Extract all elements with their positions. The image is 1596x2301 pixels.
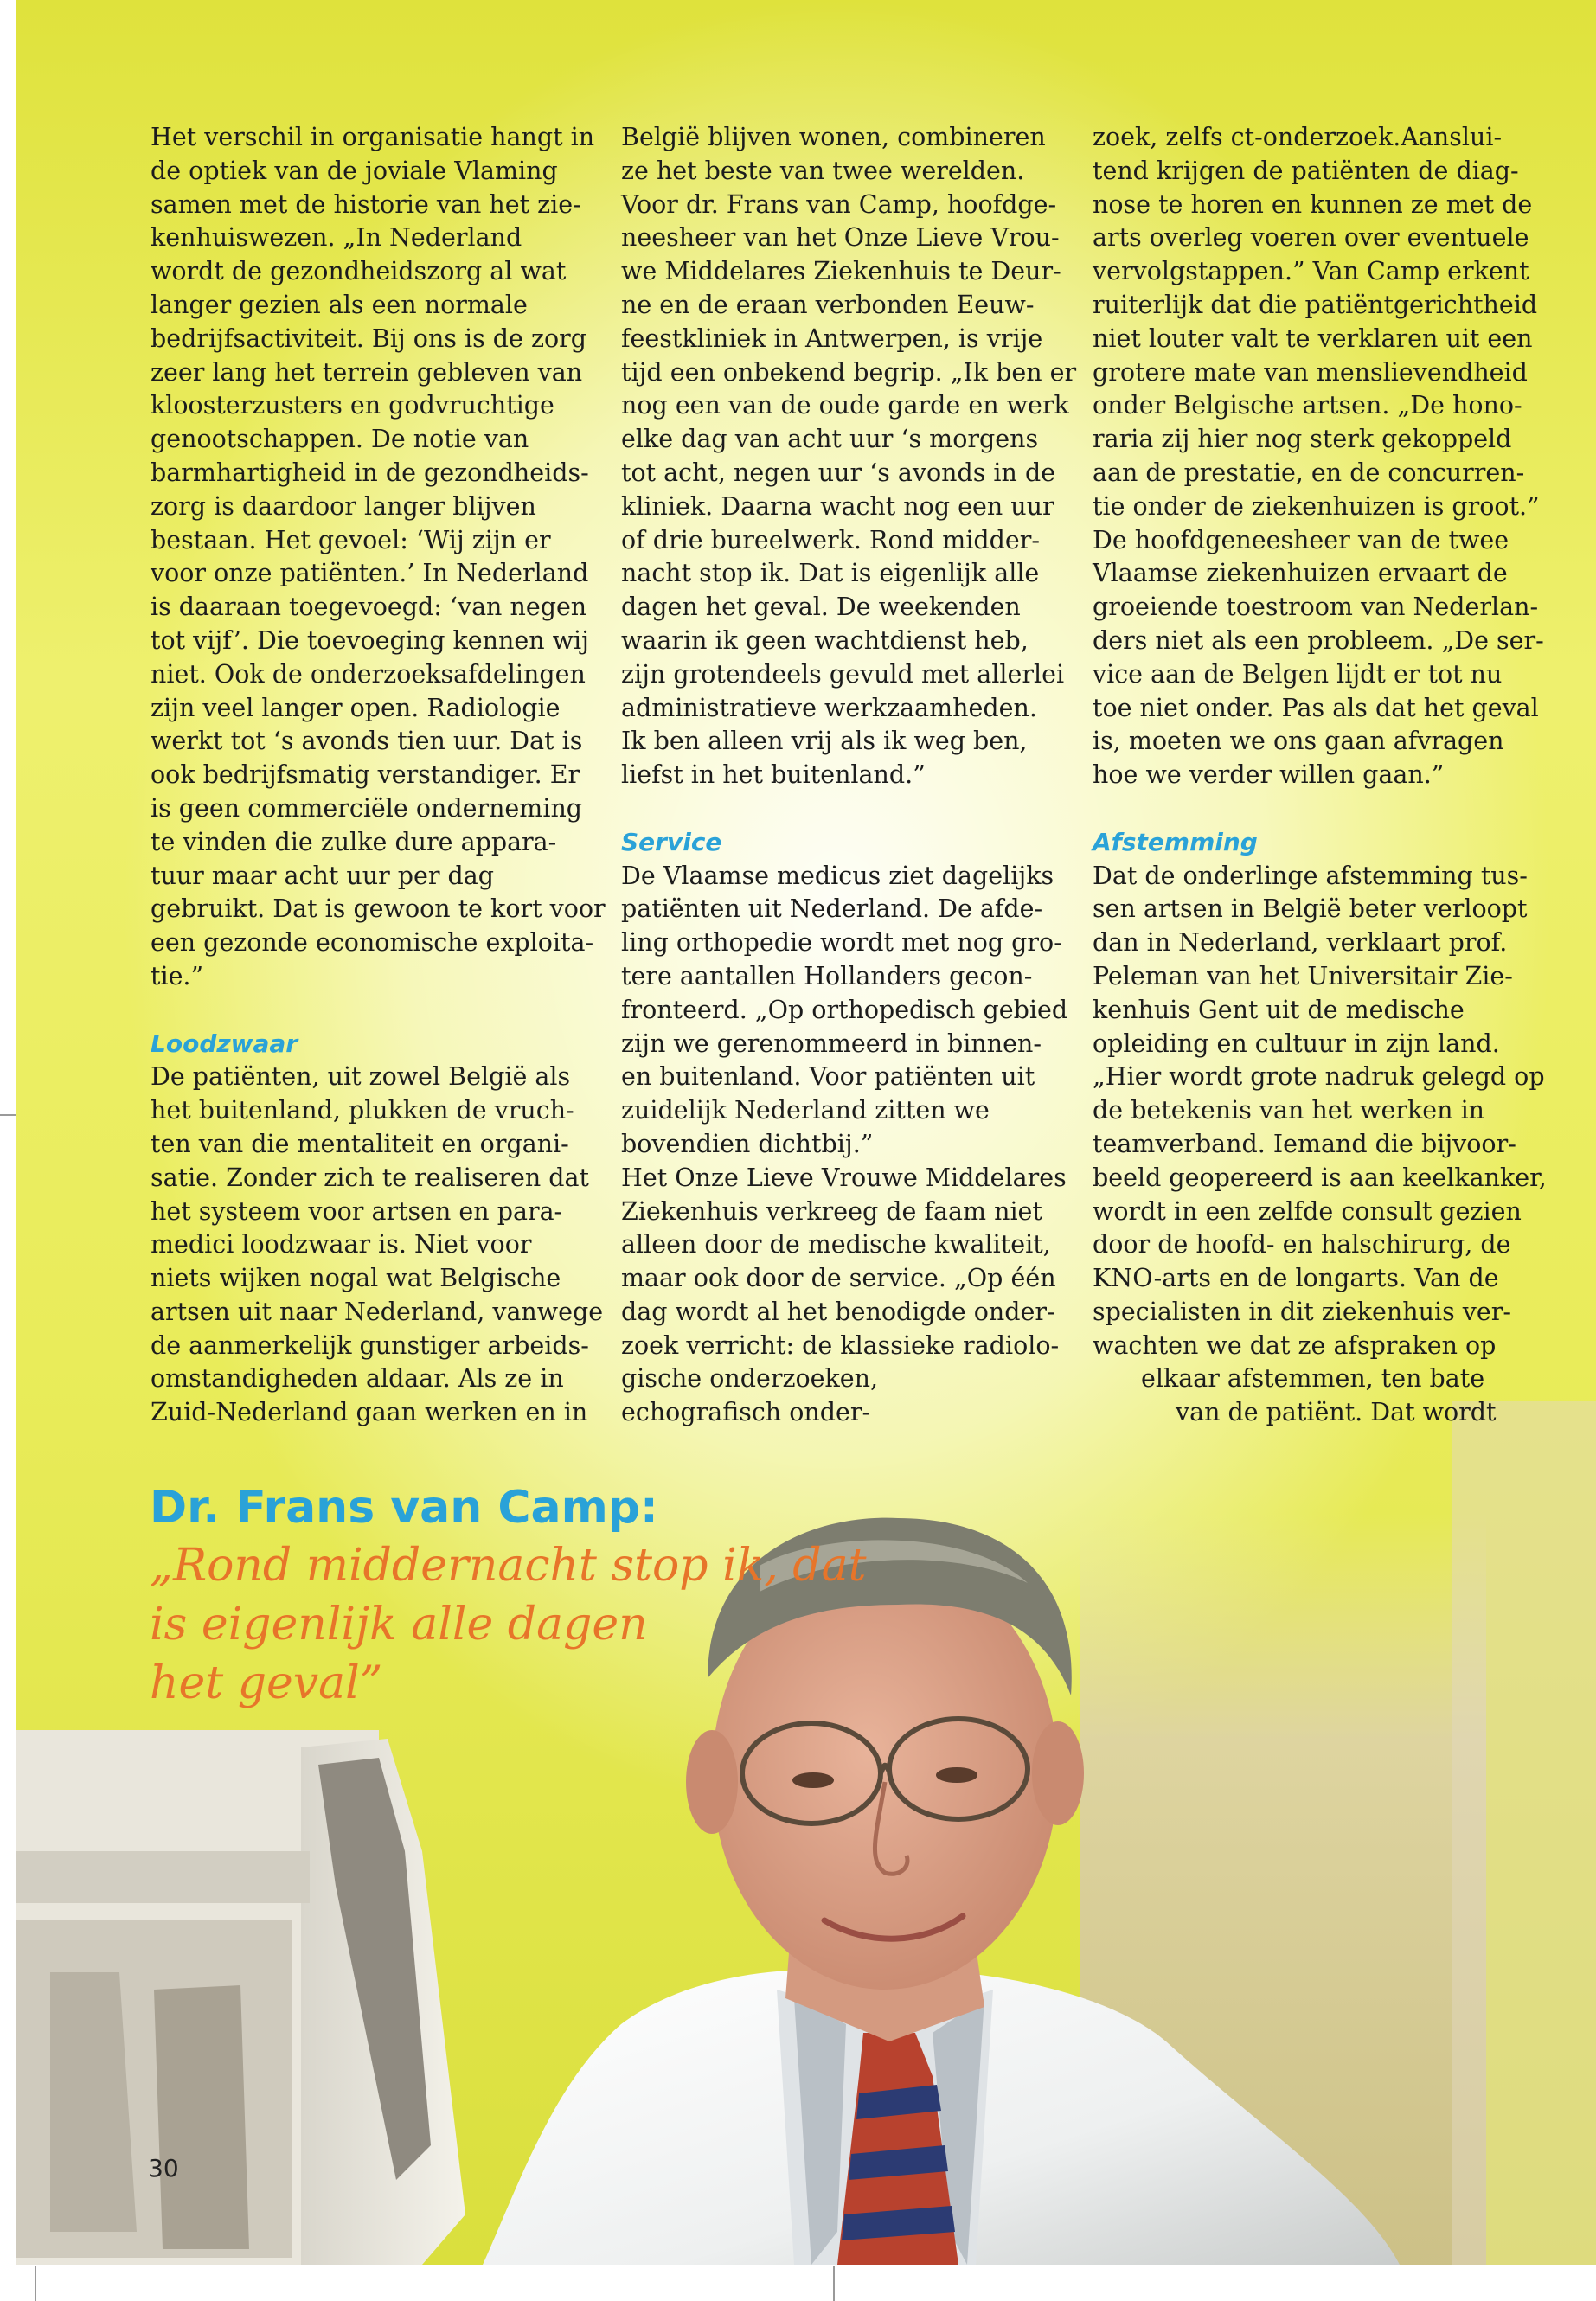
text-line: arts overleg voeren over eventuele <box>1093 223 1529 253</box>
text-line: specialisten in dit ziekenhuis ver- <box>1093 1297 1512 1326</box>
text-line: beeld geopereerd is aan keelkanker, <box>1093 1163 1547 1192</box>
text-line: zuidelijk Nederland zitten we <box>621 1096 990 1125</box>
text-line: waarin ik geen wachtdienst heb, <box>621 625 1029 655</box>
crop-mark-left <box>0 1114 16 1116</box>
text-line: ten van die mentaliteit en organi- <box>151 1129 569 1158</box>
text-line: ze het beste van twee werelden. <box>621 156 1025 185</box>
text-line: het buitenland, plukken de vruch- <box>151 1096 574 1125</box>
text-line: niets wijken nogal wat Belgische <box>151 1264 561 1293</box>
text-line: opleiding en cultuur in zijn land. <box>1093 1029 1500 1058</box>
text-line: Dat de onderlinge afstemming tus- <box>1093 861 1528 890</box>
text-line: is, moeten we ons gaan afvragen <box>1093 727 1504 756</box>
text-line: werkt tot ‘s avonds tien uur. Dat is <box>151 727 583 756</box>
text-line: te vinden die zulke dure appara- <box>151 827 557 856</box>
text-line: zeer lang het terrein gebleven van <box>151 357 583 387</box>
text-line: zijn veel langer open. Radiologie <box>151 693 561 722</box>
text-line: samen met de historie van het zie- <box>151 189 581 219</box>
text-line: bestaan. Het gevoel: ‘Wij zijn er <box>151 525 551 554</box>
text-line: is daaraan toegevoegd: ‘van negen <box>151 593 587 622</box>
text-line: echografisch onder- <box>621 1398 871 1427</box>
text-line: teamverband. Iemand die bijvoor- <box>1093 1129 1516 1158</box>
text-line: artsen uit naar Nederland, vanwege <box>151 1297 604 1326</box>
text-line: KNO-arts en de longarts. Van de <box>1093 1264 1499 1293</box>
text-line: De patiënten, uit zowel België als <box>151 1062 571 1092</box>
text-column-2 <box>621 121 1080 1430</box>
text-line: zoek verricht: de klassieke radiolo- <box>621 1330 1060 1360</box>
text-line: België blijven wonen, combineren <box>621 123 1046 151</box>
text-line: niet. Ook de onderzoeksafdelingen <box>151 659 586 689</box>
text-line: sen artsen in België beter verloopt <box>1093 894 1528 924</box>
text-line: kenhuis Gent uit de medische <box>1093 995 1465 1024</box>
text-line: wordt de gezondheidszorg al wat <box>151 257 567 286</box>
text-line: kenhuiswezen. „In Nederland <box>151 223 522 253</box>
text-line: tend krijgen de patiënten de diag- <box>1093 156 1519 185</box>
text-line: vice aan de Belgen lijdt er tot nu <box>1093 659 1503 689</box>
text-line: satie. Zonder zich te realiseren dat <box>151 1163 589 1192</box>
text-line: onder Belgische artsen. „De hono- <box>1093 391 1522 420</box>
text-line: de aanmerkelijk gunstiger arbeids- <box>151 1330 589 1360</box>
text-line: „Rond middernacht stop ik, dat <box>150 1540 867 1592</box>
text-line: we Middelares Ziekenhuis te Deur- <box>621 257 1061 286</box>
text-line: De hoofdgeneesheer van de twee <box>1093 525 1509 554</box>
text-line: tere aantallen Hollanders gecon- <box>621 961 1033 990</box>
text-line: het systeem voor artsen en para- <box>151 1196 563 1226</box>
text-line: Het Onze Lieve Vrouwe Middelares <box>621 1163 1067 1192</box>
crop-mark-bottom-left <box>35 2266 36 2301</box>
text-column-3 <box>1093 121 1551 1430</box>
text-line: de optiek van de joviale Vlaming <box>151 156 558 185</box>
text-line: een gezonde economische exploita- <box>151 928 594 958</box>
text-line: kliniek. Daarna wacht nog een uur <box>621 491 1054 521</box>
text-line: gebruikt. Dat is gewoon te kort voor <box>151 894 606 924</box>
text-line: groeiende toestroom van Nederlan- <box>1093 593 1539 622</box>
page-number: 30 <box>148 2154 179 2182</box>
text-line: tie.” <box>151 961 204 990</box>
text-line: bedrijfsactiviteit. Bij ons is de zorg <box>151 324 587 353</box>
text-line: aan de prestatie, en de concurren- <box>1093 458 1525 487</box>
text-line: niet louter valt te verklaren uit een <box>1093 324 1533 353</box>
text-line: liefst in het buitenland.” <box>621 760 926 790</box>
text-line: toe niet onder. Pas als dat het geval <box>1093 693 1539 722</box>
text-line: omstandigheden aldaar. Als ze in <box>151 1364 564 1394</box>
text-line: tuur maar acht uur per dag <box>151 861 495 890</box>
text-line: dag wordt al het benodigde onder- <box>621 1297 1055 1326</box>
text-line: patiënten uit Nederland. De afde- <box>621 894 1043 924</box>
text-line: De Vlaamse medicus ziet dagelijks <box>621 861 1054 890</box>
text-line: alleen door de medische kwaliteit, <box>621 1230 1051 1259</box>
text-line: Het verschil in organisatie hangt in <box>151 123 595 151</box>
text-line: raria zij hier nog sterk gekoppeld <box>1093 425 1512 454</box>
subheading-service: Service <box>621 827 722 856</box>
text-line: tot acht, negen uur ‘s avonds in de <box>621 458 1056 487</box>
text-line: gische onderzoeken, <box>621 1364 879 1394</box>
text-line: barmhartigheid in de gezondheids- <box>151 458 589 487</box>
text-line: grotere mate van menslievendheid <box>1093 357 1528 387</box>
pull-quote-name: Dr. Frans van Camp: <box>150 1482 658 1534</box>
text-line: Ik ben alleen vrij als ik weg ben, <box>621 727 1028 756</box>
text-line: „Hier wordt grote nadruk gelegd op <box>1093 1062 1545 1092</box>
text-line: maar ook door de service. „Op één <box>621 1264 1056 1293</box>
text-line: of drie bureelwerk. Rond midder- <box>621 525 1041 554</box>
text-line: ling orthopedie wordt met nog gro- <box>621 928 1062 958</box>
text-line: nacht stop ik. Dat is eigenlijk alle <box>621 559 1040 588</box>
text-line: ne en de eraan verbonden Eeuw- <box>621 290 1035 319</box>
text-line: door de hoofd- en halschirurg, de <box>1093 1230 1511 1259</box>
text-line: tijd een onbekend begrip. „Ik ben er <box>621 357 1077 387</box>
text-line: zoek, zelfs ct-onderzoek.Aanslui- <box>1093 123 1503 151</box>
text-line: nose te horen en kunnen ze met de <box>1093 189 1533 219</box>
text-line: kloosterzusters en godvruchtige <box>151 391 554 420</box>
text-line: elke dag van acht uur ‘s morgens <box>621 425 1039 454</box>
text-line: medici loodzwaar is. Niet voor <box>151 1230 532 1259</box>
subheading-afstemming: Afstemming <box>1093 827 1258 856</box>
text-line: dan in Nederland, verklaart prof. <box>1093 928 1508 958</box>
text-line: van de patiënt. Dat wordt <box>1176 1398 1497 1427</box>
text-line: wachten we dat ze afspraken op <box>1093 1330 1497 1360</box>
text-line: Voor dr. Frans van Camp, hoofdge- <box>621 189 1057 219</box>
text-line: administratieve werkzaamheden. <box>621 693 1037 722</box>
text-line: zorg is daardoor langer blijven <box>151 491 536 521</box>
text-line: ruiterlijk dat die patiëntgerichtheid <box>1093 290 1538 319</box>
text-line: elkaar afstemmen, ten bate <box>1141 1364 1485 1394</box>
text-line: neesheer van het Onze Lieve Vrou- <box>621 223 1060 253</box>
text-line: langer gezien als een normale <box>151 290 528 319</box>
text-line: genootschappen. De notie van <box>151 425 529 454</box>
pull-quote <box>150 1479 928 1713</box>
text-line: dagen het geval. De weekenden <box>621 593 1021 622</box>
text-line: ook bedrijfsmatig verstandiger. Er <box>151 760 580 790</box>
text-line: hoe we verder willen gaan.” <box>1093 760 1445 790</box>
text-line: Zuid-Nederland gaan werken en in <box>151 1398 588 1427</box>
crop-mark-bottom-mid <box>833 2266 835 2301</box>
text-line: is geen commerciële onderneming <box>151 793 583 823</box>
text-line: en buitenland. Voor patiënten uit <box>621 1062 1035 1092</box>
text-line: fronteerd. „Op orthopedisch gebied <box>621 995 1068 1024</box>
text-line: ders niet als een probleem. „De ser- <box>1093 625 1544 655</box>
magazine-page <box>16 0 1596 2265</box>
text-line: vervolgstappen.” Van Camp erkent <box>1093 257 1529 286</box>
text-column-1 <box>151 121 609 1430</box>
text-line: wordt in een zelfde consult gezien <box>1093 1196 1522 1226</box>
text-line: feestkliniek in Antwerpen, is vrije <box>621 324 1043 353</box>
text-line: is eigenlijk alle dagen <box>150 1599 648 1650</box>
text-line: Ziekenhuis verkreeg de faam niet <box>621 1196 1042 1226</box>
text-line: nog een van de oude garde en werk <box>621 391 1069 420</box>
text-line: tie onder de ziekenhuizen is groot.” <box>1093 491 1540 521</box>
text-line: zijn grotendeels gevuld met allerlei <box>621 659 1065 689</box>
text-line: zijn we gerenommeerd in binnen- <box>621 1029 1042 1058</box>
text-line: bovendien dichtbij.” <box>621 1129 874 1158</box>
text-line: tot vijf’. Die toevoeging kennen wij <box>151 625 589 655</box>
subheading-loodzwaar: Loodzwaar <box>151 1029 298 1058</box>
text-line: de betekenis van het werken in <box>1093 1096 1485 1125</box>
text-line: voor onze patiënten.’ In Nederland <box>151 559 589 588</box>
text-line: Peleman van het Universitair Zie- <box>1093 961 1513 990</box>
text-line: Vlaamse ziekenhuizen ervaart de <box>1093 559 1508 588</box>
text-line: het geval” <box>150 1657 383 1709</box>
